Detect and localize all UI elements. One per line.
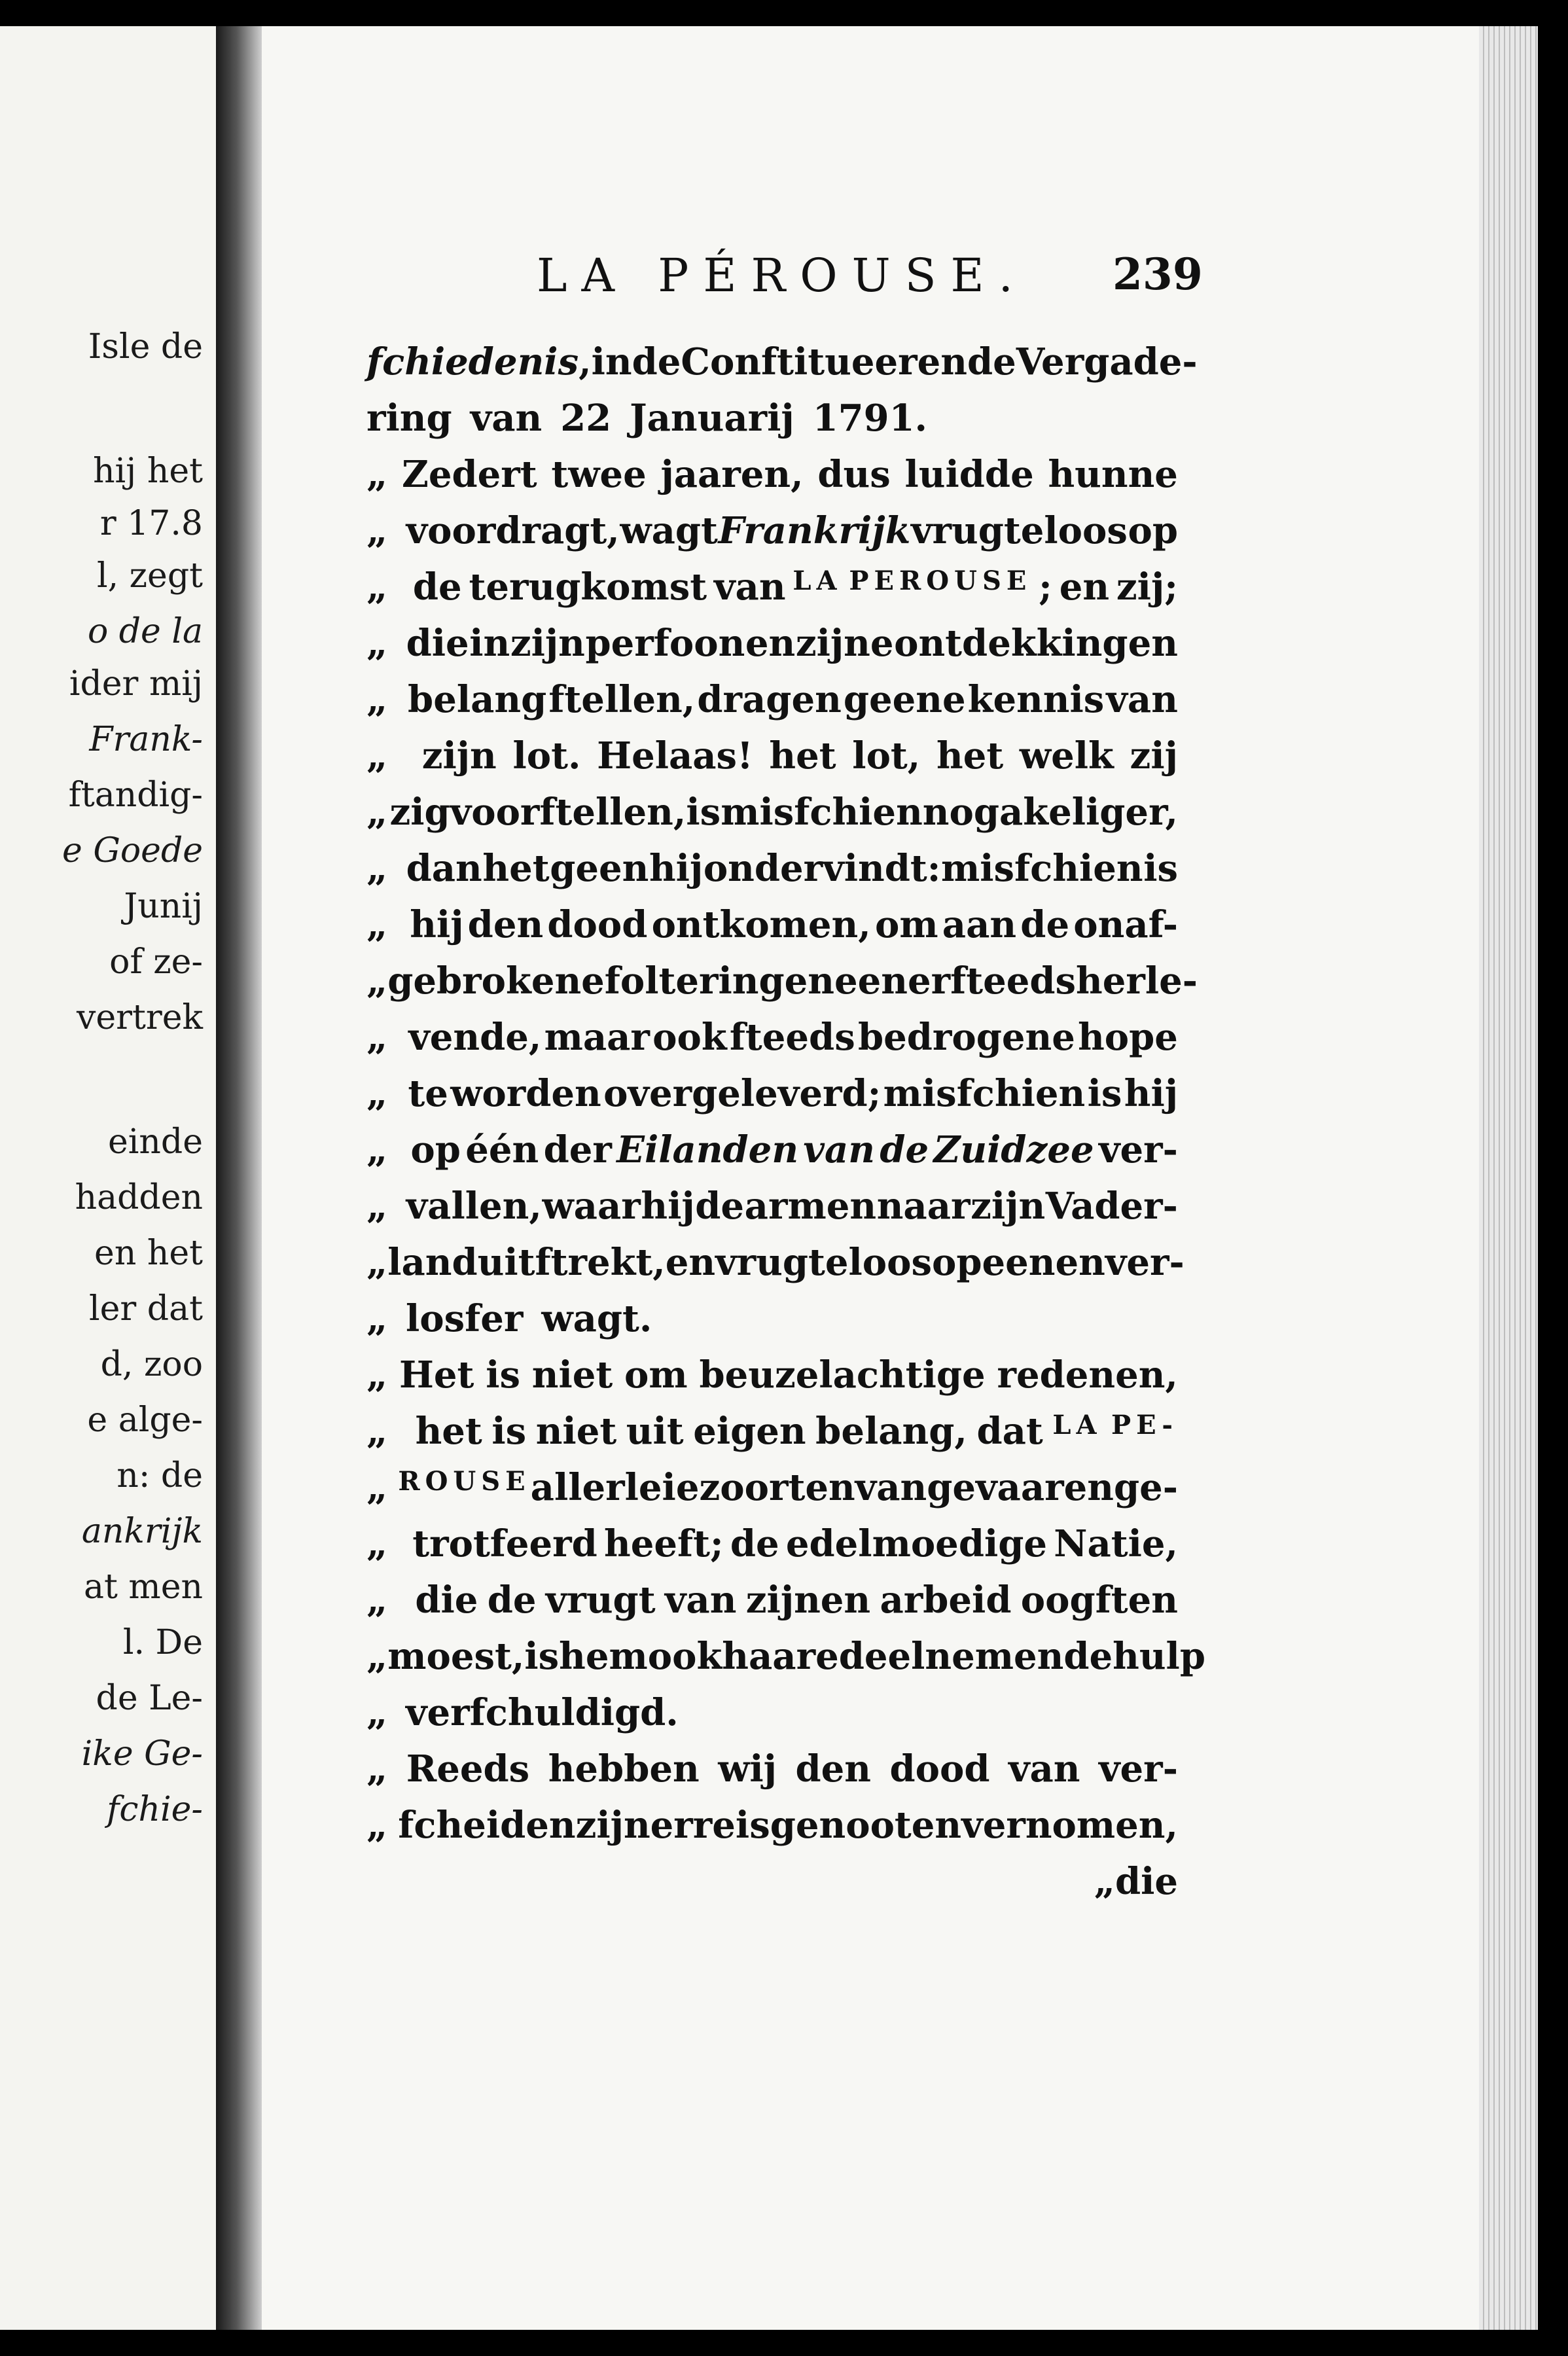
word: den [795, 1747, 871, 1791]
word: redenen, [997, 1353, 1178, 1397]
word: Helaas! [597, 734, 753, 777]
word: ondervindt: [703, 847, 941, 890]
body-line [366, 509, 1178, 552]
word: trotfeerd [412, 1522, 597, 1565]
word: vrugteloos [910, 509, 1128, 552]
body-line [366, 1579, 1178, 1622]
body-line [366, 340, 1198, 384]
word: worden [450, 1072, 601, 1115]
left-page-line: r 17.8 [99, 504, 203, 543]
word: van [855, 1466, 927, 1509]
word: belang, [815, 1410, 967, 1453]
word: arbeid [880, 1579, 1012, 1622]
word: edelmoedige [785, 1522, 1048, 1565]
body-line [366, 1241, 1185, 1284]
word: beuzelachtige [699, 1353, 986, 1397]
word: ver- [1098, 1128, 1178, 1171]
body-line [366, 1128, 1178, 1171]
left-page-line: hadden [75, 1178, 203, 1217]
word: hulp [1113, 1635, 1205, 1678]
word: LA [793, 565, 842, 596]
word: wij [718, 1747, 777, 1791]
word: waar [542, 1185, 641, 1228]
body-line [366, 1185, 1178, 1228]
page-number: 239 [1113, 249, 1203, 300]
left-page-line: vertrek [76, 998, 203, 1037]
word: van [714, 565, 786, 609]
word: Zuidzee [933, 1128, 1094, 1171]
word: dus [817, 453, 891, 496]
word: der [543, 1128, 612, 1171]
word: misfchien [721, 791, 923, 834]
word: ring [366, 397, 452, 440]
word: het [769, 734, 836, 777]
word: zijn [971, 1185, 1046, 1228]
quote-mark: „ [366, 1522, 388, 1565]
word: land [387, 1241, 478, 1284]
word: het [936, 734, 1004, 777]
left-page-line: e alge- [87, 1401, 203, 1440]
word: is [486, 1353, 520, 1397]
left-page-line: ankrijk [81, 1512, 203, 1551]
word: hebben [548, 1747, 700, 1791]
word: fcheiden [398, 1804, 576, 1847]
word: Vader- [1045, 1185, 1178, 1228]
word: en [745, 622, 796, 665]
word: dat [976, 1410, 1043, 1453]
word: Zedert [401, 453, 537, 496]
word: onaf- [1073, 903, 1178, 946]
left-page-line: of ze- [109, 942, 203, 982]
running-header: LA PÉROUSE. [537, 249, 1027, 302]
word: eener [834, 959, 951, 1003]
word: zijner [575, 1804, 693, 1847]
word: dood [889, 1747, 990, 1791]
word: belang [408, 678, 547, 721]
word: allerleie [530, 1466, 700, 1509]
word: ook [652, 1016, 727, 1059]
word: gevaaren [927, 1466, 1114, 1509]
word: is [491, 1410, 527, 1453]
word: ook [647, 1635, 722, 1678]
quote-mark: „ [366, 1691, 388, 1734]
word: bedrogene [857, 1016, 1075, 1059]
left-page-line: Junij [124, 887, 203, 926]
body-line [366, 959, 1198, 1003]
word: moest, [387, 1635, 525, 1678]
word: op [932, 1241, 982, 1284]
body-line [366, 565, 1178, 609]
body-line [366, 1466, 1178, 1509]
word: LA [1052, 1410, 1102, 1440]
word: die [1114, 1860, 1178, 1903]
word: zig [389, 791, 450, 834]
word: twee [551, 453, 647, 496]
word: vende, [408, 1016, 542, 1059]
word: en [1059, 565, 1110, 609]
word: , [579, 340, 592, 384]
word: naar [876, 1185, 971, 1228]
word: losfer [406, 1297, 524, 1340]
page-edges [1479, 26, 1538, 2330]
word: ver- [1099, 1747, 1178, 1791]
quote-mark: „ [366, 791, 388, 834]
word: fchiedenis [366, 340, 579, 384]
body-line [366, 1016, 1178, 1059]
word: misfchien [883, 1072, 1086, 1115]
word: de [695, 1185, 745, 1228]
word: één [465, 1128, 539, 1171]
body-line [366, 1747, 1178, 1791]
word: ontkomen, [651, 903, 871, 946]
body-line [366, 1072, 1178, 1115]
body-line [366, 678, 1178, 721]
body-line [366, 1522, 1178, 1565]
left-page-line: e Goede [62, 831, 203, 870]
word: zij [1130, 734, 1178, 777]
word: lot. [512, 734, 581, 777]
word: vrugteloos [715, 1241, 933, 1284]
quote-mark: „ [366, 734, 388, 777]
left-page-line: einde [108, 1122, 203, 1162]
quote-mark: „ [366, 847, 388, 890]
word: kennis [967, 678, 1105, 721]
word: 1791. [812, 397, 928, 440]
word: ontdekkingen [894, 622, 1178, 665]
quote-mark: „ [366, 1579, 388, 1622]
word: hij [1124, 1072, 1178, 1115]
word: luidde [904, 453, 1034, 496]
left-page-line: l. De [122, 1623, 203, 1662]
word: uit [626, 1410, 684, 1453]
word: zoorten [699, 1466, 855, 1509]
body-line [1060, 1860, 1178, 1903]
word: hij [641, 1185, 695, 1228]
word: zijne [795, 622, 894, 665]
word: PEROUSE [849, 565, 1032, 596]
word: de [487, 1579, 537, 1622]
word: maar [544, 1016, 650, 1059]
word: jaaren, [660, 453, 804, 496]
word: wagt [620, 509, 718, 552]
word: hem [559, 1635, 648, 1678]
quote-mark: „ [366, 565, 388, 609]
scan-border [1538, 0, 1568, 2356]
word: Conftitueerende [681, 340, 1016, 384]
body-line [366, 903, 1178, 946]
word: van [1008, 1747, 1080, 1791]
word: Vergade- [1016, 340, 1198, 384]
word: heeft; [604, 1522, 724, 1565]
word: is [1087, 1072, 1122, 1115]
word: om [874, 903, 938, 946]
word: van [803, 1128, 875, 1171]
word: ver- [1105, 1241, 1185, 1284]
word: perfoon [585, 622, 745, 665]
word: is [1143, 847, 1178, 890]
word: vernomen, [961, 1804, 1178, 1847]
word: niet [531, 1353, 613, 1397]
word: en [665, 1241, 716, 1284]
quote-mark: „ [366, 509, 388, 552]
left-page-line: at men [84, 1567, 203, 1607]
word: zijn [421, 734, 497, 777]
word: lot, [852, 734, 921, 777]
body-line [366, 791, 1178, 834]
word: „ [366, 1747, 388, 1791]
word: eenen [982, 1241, 1105, 1284]
word: akeliger, [999, 791, 1178, 834]
quote-mark: „ [366, 1128, 388, 1171]
quote-mark: „ [366, 959, 388, 1003]
quote-mark: „ [366, 1466, 388, 1509]
left-page-line: Frank- [89, 720, 203, 759]
word: vrugt [545, 1579, 656, 1622]
body-line [366, 1635, 1205, 1678]
quote-mark: „ [366, 1185, 388, 1228]
left-page-line: Isle de [88, 327, 203, 366]
word: Frankrijk [718, 509, 911, 552]
word: geen [550, 847, 649, 890]
word: voorftellen, [450, 791, 686, 834]
word: terugkomst [469, 565, 707, 609]
word: om [624, 1353, 688, 1397]
quote-mark: „ [366, 1804, 388, 1847]
word: hunne [1048, 453, 1178, 496]
left-page-line: d, zoo [100, 1345, 203, 1384]
quote-mark: „ [366, 1016, 388, 1059]
left-page-line: ike Ge- [81, 1734, 203, 1774]
body-line [366, 1691, 1178, 1734]
word: ROUSE [398, 1466, 531, 1497]
word: haare [722, 1635, 839, 1678]
word: is [524, 1635, 560, 1678]
word: zij; [1116, 565, 1178, 609]
body-line [366, 1410, 1178, 1453]
word: zijnen [745, 1579, 871, 1622]
word: van [470, 397, 543, 440]
body-line [366, 453, 1178, 496]
quote-mark: „ [366, 1241, 388, 1284]
word: in [469, 622, 510, 665]
body-line [366, 1297, 1178, 1340]
word: het [482, 847, 550, 890]
left-page-line: de Le- [96, 1679, 203, 1718]
book-gutter [216, 26, 262, 2330]
left-page-line: o de la [87, 612, 203, 651]
left-page-line: n: de [116, 1456, 203, 1495]
word: voordragt, [406, 509, 620, 552]
body-line [366, 734, 1178, 777]
word: niet [535, 1410, 617, 1453]
word: gebrokene [387, 959, 605, 1003]
quote-mark: „ [366, 678, 388, 721]
left-page-line: ider mij [69, 664, 203, 704]
word: te [408, 1072, 448, 1115]
word: hope [1078, 1016, 1178, 1059]
word: van [664, 1579, 737, 1622]
left-page-line: fchie- [107, 1790, 203, 1829]
word: de [632, 340, 681, 384]
word: het [415, 1410, 482, 1453]
word: overgeleverd; [603, 1072, 882, 1115]
quote-mark: „ [366, 1410, 388, 1453]
word: wagt. [541, 1297, 652, 1340]
word: Reeds [406, 1747, 530, 1791]
word: ; [1039, 565, 1052, 609]
body-line [366, 397, 1178, 440]
word: die [415, 1579, 478, 1622]
quote-mark: „ [366, 1635, 388, 1678]
word: op [1128, 509, 1178, 552]
word: deelnemende [838, 1635, 1113, 1678]
word: ftellen, [548, 678, 696, 721]
word: „ [1094, 1860, 1115, 1903]
word: die [406, 622, 469, 665]
word: misfchien [941, 847, 1143, 890]
quote-mark: „ [366, 622, 388, 665]
word: ge- [1113, 1466, 1178, 1509]
word: de [1020, 903, 1070, 946]
left-page-line: ler dat [89, 1289, 203, 1329]
word: „ [366, 453, 388, 496]
word: de [730, 1522, 779, 1565]
word: nog [922, 791, 1000, 834]
word: „ [366, 1353, 388, 1397]
word: van [1106, 678, 1178, 721]
word: zijn [510, 622, 585, 665]
word: fteeds [950, 959, 1077, 1003]
quote-mark: „ [366, 1297, 388, 1340]
word: Natie, [1054, 1522, 1178, 1565]
word: oogften [1020, 1579, 1178, 1622]
body-line [366, 847, 1178, 890]
word: eigen [693, 1410, 806, 1453]
word: dan [406, 847, 482, 890]
word: fteeds [729, 1016, 855, 1059]
word: vallen, [406, 1185, 542, 1228]
word: herle- [1076, 959, 1198, 1003]
word: uitftrekt, [477, 1241, 666, 1284]
left-page-line: hij het [93, 452, 203, 491]
word: Eilanden [616, 1128, 799, 1171]
word: hij [410, 903, 464, 946]
word: welk [1019, 734, 1114, 777]
body-line [366, 1804, 1178, 1847]
left-page [0, 26, 216, 2330]
word: den [467, 903, 544, 946]
left-page-line: en het [94, 1234, 203, 1273]
word: dood [547, 903, 648, 946]
quote-mark: „ [366, 1072, 388, 1115]
left-page-line: l, zegt [96, 556, 203, 596]
word: geene [843, 678, 966, 721]
word: in [591, 340, 632, 384]
quote-mark: „ [366, 903, 388, 946]
word: dragen [697, 678, 842, 721]
word: de [412, 565, 462, 609]
word: aan [942, 903, 1017, 946]
word: verfchuldigd. [406, 1691, 679, 1734]
word: hij [649, 847, 704, 890]
word: 22 [560, 397, 612, 440]
word: PE- [1111, 1410, 1178, 1440]
left-page-line: ftandig- [68, 776, 203, 815]
word: folteringen [604, 959, 834, 1003]
body-line [366, 622, 1178, 665]
word: reisgenooten [692, 1804, 962, 1847]
word: Januarij [630, 397, 794, 440]
word: op [410, 1128, 461, 1171]
word: Het [399, 1353, 474, 1397]
word: is [686, 791, 721, 834]
word: de [880, 1128, 929, 1171]
word: armen [744, 1185, 877, 1228]
body-line [366, 1353, 1178, 1397]
